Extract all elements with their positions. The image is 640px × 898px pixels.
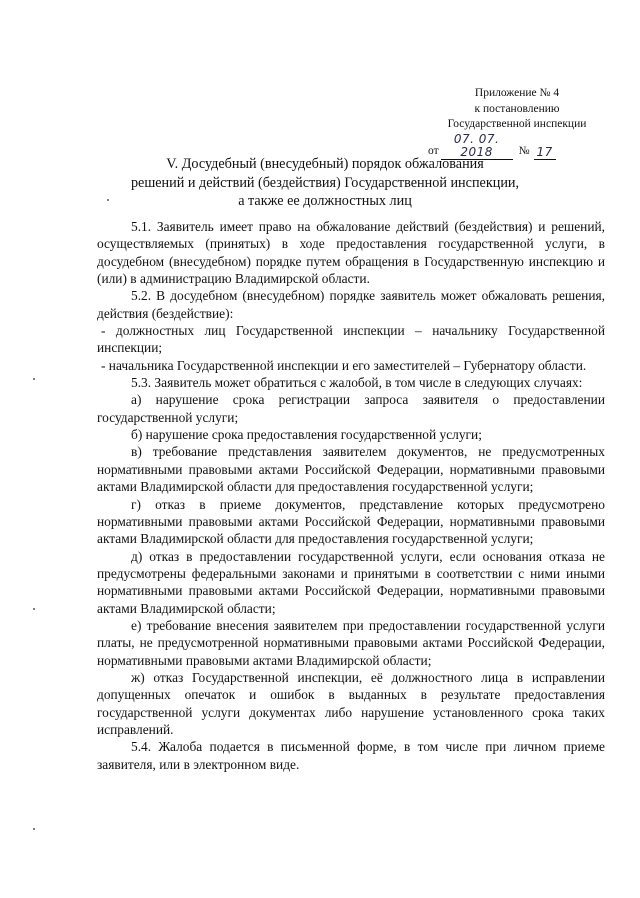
handwritten-date: 07. 07. 2018 [441, 133, 513, 160]
paragraph-5-1: 5.1. Заявитель имеет право на обжалование действий (бездействия) и решений, осуществляемых (принятых) в ходе предоставления государственной услуги, в досудебном (внесудебном) порядке путем обращения в Государственную инспекцию и (или) в администрацию Владимирской области. [97, 219, 605, 287]
list-item-a: а) нарушение срока регистрации запроса заявителя о предоставлении государственной услуги; [97, 392, 605, 425]
annex-block [428, 86, 606, 160]
heading-line-1: V. Досудебный (внесудебный) порядок обжалования [166, 156, 484, 172]
scan-speck [33, 378, 35, 380]
paragraph-5-3: 5.3. Заявитель может обратиться с жалобой, в том числе в следующих случаях: [131, 375, 583, 391]
dash-item-head: - начальника Государственной инспекции и его заместителей – Губернатору области. [101, 357, 587, 373]
annex-from-prefix: от [428, 145, 439, 157]
list-item-g: г) отказ в приеме документов, представление которых предусмотрено нормативными правовыми актами Российской Федерации, нормативными правовыми актами Владимирской области для предоставления государственной услуги; [97, 496, 605, 547]
scan-speck [107, 199, 109, 201]
paragraph-5-4: 5.4. Жалоба подается в письменной форме, в том числе при личном приеме заявителя, или в электронном виде. [97, 739, 605, 772]
list-item-v: в) требование представления заявителем документов, не предусмотренных нормативными правовыми актами Российской Федерации, нормативными правовыми актами Владимирской области для предоставления государственной услуги; [97, 444, 605, 495]
annex-ref-line: к постановлению [474, 102, 560, 115]
annex-authority-line: Государственной инспекции [447, 118, 587, 130]
list-item-b: б) нарушение срока предоставления государственной услуги; [131, 427, 482, 443]
scan-speck [33, 828, 35, 830]
section-heading [120, 155, 530, 211]
list-item-d: д) отказ в предоставлении государственной услуги, если основания отказа не предусмотрены федеральными законами и принятыми в соответствии с ними иными нормативными правовыми актами Российской Федерации, нормативными правовыми актами Владимирской области; [97, 548, 605, 616]
annex-number-label: № [518, 145, 530, 157]
dash-item-officials: - должностных лиц Государственной инспекции – начальнику Государственной инспекции; [97, 323, 605, 356]
list-item-zh: ж) отказ Государственной инспекции, её должностного лица в исправлении допущенных опечаток и ошибок в выданных в результате предоставления государственной услуги документах либо нарушение установленного срока таких исправлений. [97, 669, 605, 737]
scan-speck [33, 608, 35, 610]
heading-line-2: решений и действий (бездействия) Государственной инспекции, [130, 174, 520, 191]
section-body [97, 218, 605, 773]
paragraph-5-2: 5.2. В досудебном (внесудебном) порядке заявитель может обжаловать решения, действия (бездействие): [97, 288, 605, 321]
list-item-e: е) требование внесения заявителем при предоставлении государственной услуги платы, не предусмотренной нормативными правовыми актами Российской Федерации, нормативными правовыми актами Владимирской области; [97, 617, 605, 668]
heading-line-3: а также ее должностных лиц [238, 193, 412, 209]
annex-title: Приложение № 4 [474, 87, 560, 99]
handwritten-number: 17 [534, 146, 556, 160]
